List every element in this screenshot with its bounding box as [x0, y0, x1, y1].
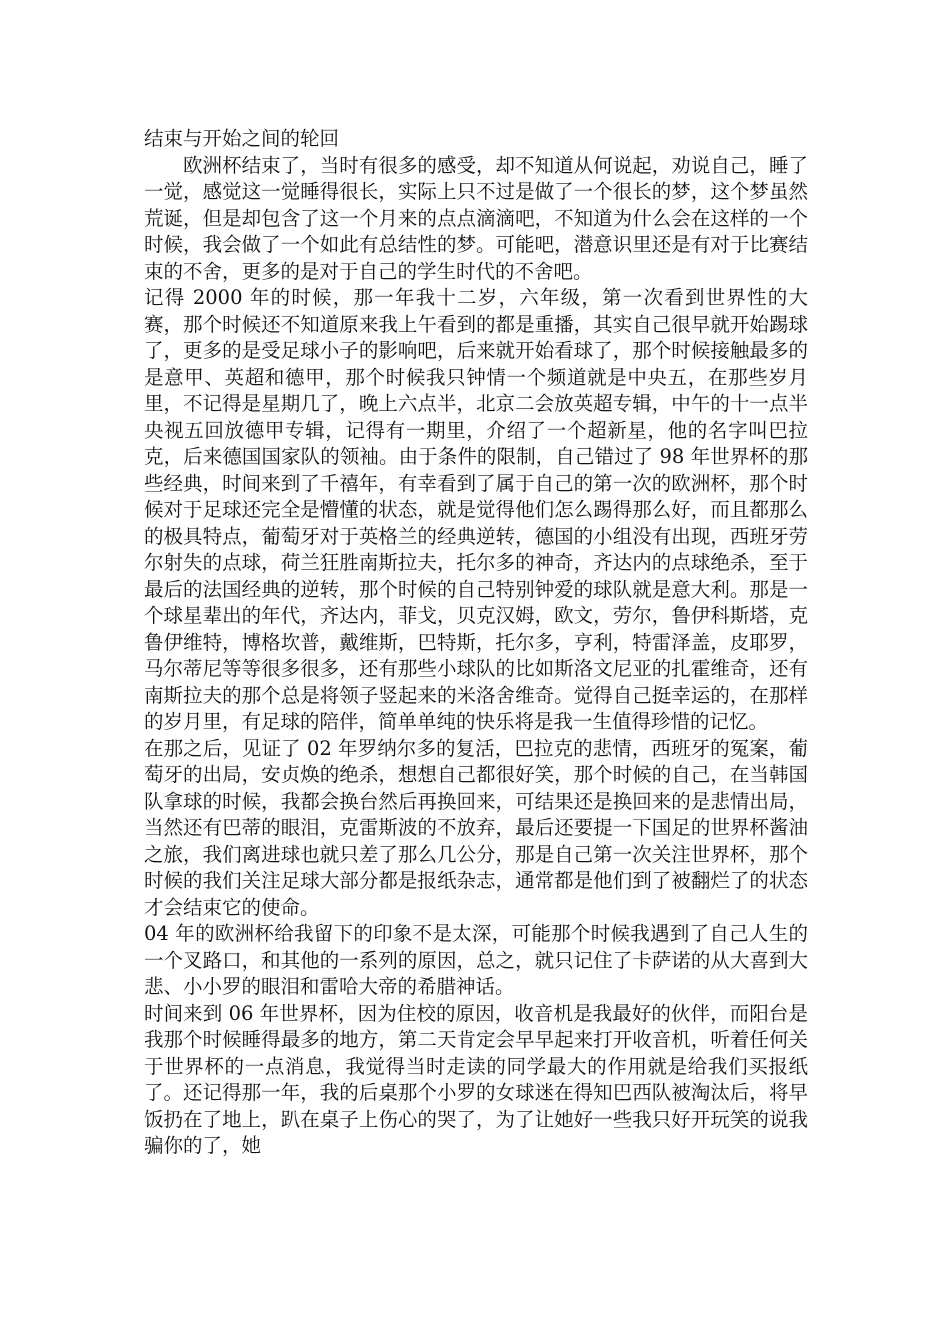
document-title: 结束与开始之间的轮回	[144, 127, 340, 150]
paragraph-1: 欧洲杯结束了，当时有很多的感受，却不知道从何说起，劝说自己，睡了一觉，感觉这一觉睡得很长，实际上只不过是做了一个很长的梦，这个梦虽然荒诞，但是却包含了这一个月来的点点滴滴吧，不知道为什么会在这样的一个时候，我会做了一个如此有总结性的梦。可能吧，潜意识里还是有对于比赛结束的不舍，更多的是对于自己的学生时代的不舍吧。	[144, 153, 808, 283]
paragraph-5: 时间来到 06 年世界杯，因为住校的原因，收音机是我最好的伙伴，而阳台是我那个时候睡得最多的地方，第二天肯定会早早起来打开收音机，听着任何关于世界杯的一点消息，我觉得当时走读的同学最大的作用就是给我们买报纸了。还记得那一年，我的后桌那个小罗的女球迷在得知巴西队被淘汰后，将早饭扔在了地上，趴在桌子上伤心的哭了，为了让她好一些我只好开玩笑的说我骗你的了，她	[144, 1001, 808, 1157]
paragraph-3: 在那之后，见证了 02 年罗纳尔多的复活，巴拉克的悲情，西班牙的冤案，葡萄牙的出局，安贞焕的绝杀，想想自己都很好笑，那个时候的自己，在当韩国队拿球的时候，我都会换台然后再换回来，可结果还是换回来的是悲情出局，当然还有巴蒂的眼泪，克雷斯波的不放弃，最后还要提一下国足的世界杯酱油之旅，我们离进球也就只差了那么几公分，那是自己第一次关注世界杯，那个时候的我们关注足球大部分都是报纸杂志，通常都是他们到了被翻烂了的状态才会结束它的使命。	[144, 736, 808, 919]
paragraph-2: 记得 2000 年的时候，那一年我十二岁，六年级，第一次看到世界性的大赛，那个时候还不知道原来我上午看到的都是重播，其实自己很早就开始踢球了，更多的是受足球小子的影响吧，后来就开始看球了，那个时候接触最多的是意甲、英超和德甲，那个时候我只钟情一个频道就是中央五，在那些岁月里，不记得是星期几了，晚上六点半，北京二会放英超专辑，中午的十一点半央视五回放德甲专辑，记得有一期里，介绍了一个超新星，他的名字叫巴拉克，后来德国国家队的领袖。由于条件的限制，自己错过了 98 年世界杯的那些经典，时间来到了千禧年，有幸看到了属于自己的第一次的欧洲杯，那个时候对于足球还完全是懵懂的状态，就是觉得他们怎么踢得那么好，而且都那么的极具特点，葡萄牙对于英格兰的经典逆转，德国的小组没有出现，西班牙劳尔射失的点球，荷兰狂胜南斯拉夫，托尔多的神奇，齐达内的点球绝杀，至于最后的法国经典的逆转，那个时候的自己特别钟爱的球队就是意大利。那是一个球星辈出的年代，齐达内，菲戈，贝克汉姆，欧文，劳尔，鲁伊科斯塔，克鲁伊维特，博格坎普，戴维斯，巴特斯，托尔多，亨利，特雷泽盖，皮耶罗，马尔蒂尼等等很多很多，还有那些小球队的比如斯洛文尼亚的扎霍维奇，还有南斯拉夫的那个总是将领子竖起来的米洛舍维奇。觉得自己挺幸运的，在那样的岁月里，有足球的陪伴，简单单纯的快乐将是我一生值得珍惜的记忆。	[144, 286, 808, 733]
document-body	[144, 126, 808, 1160]
paragraph-4: 04 年的欧洲杯给我留下的印象不是太深，可能那个时候我遇到了自己人生的一个叉路口，和其他的一系列的原因，总之，就只记住了卡萨诺的从大喜到大悲、小小罗的眼泪和雷哈大帝的希腊神话。	[144, 922, 808, 998]
